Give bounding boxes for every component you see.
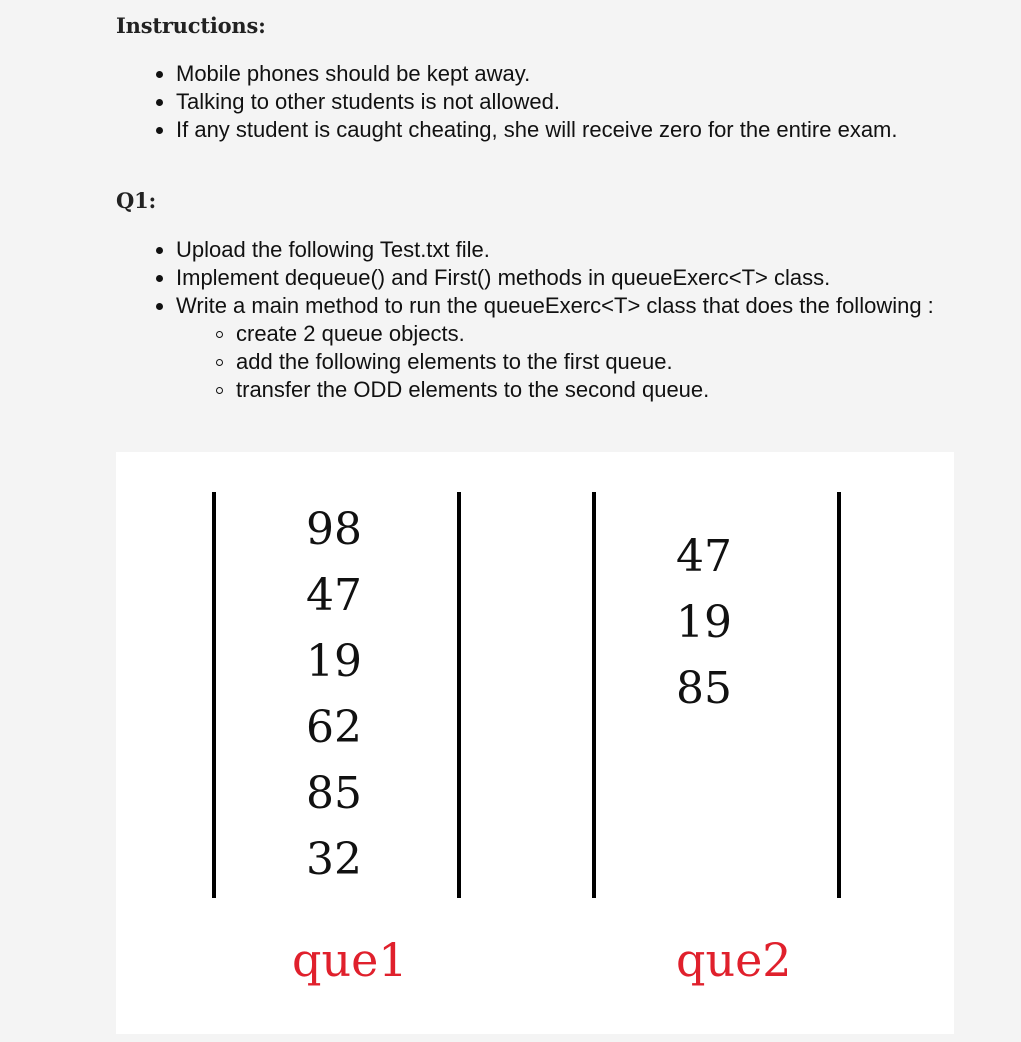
subtask-list (176, 320, 934, 404)
que1-values (306, 497, 362, 893)
que2-value: 85 (676, 663, 732, 714)
instruction-item: Talking to other students is not allowed. (176, 88, 898, 116)
instructions-heading: Instructions: (116, 13, 266, 38)
subtask-item: add the following elements to the first queue. (236, 348, 934, 376)
question-task-list (176, 236, 934, 404)
que1-value: 47 (306, 570, 362, 621)
que1-left-wall (212, 492, 216, 898)
que2-label: que2 (676, 933, 792, 987)
que2-values (676, 524, 732, 722)
task-item: Implement dequeue() and First() methods in queueExerc<T> class. (176, 264, 934, 292)
subtask-item: transfer the ODD elements to the second queue. (236, 376, 934, 404)
instructions-list (176, 60, 898, 144)
que1-value: 19 (306, 636, 362, 687)
que2-left-wall (592, 492, 596, 898)
question-heading: Q1: (116, 188, 157, 213)
que2-value: 47 (676, 531, 732, 582)
que2-value: 19 (676, 597, 732, 648)
instruction-item: Mobile phones should be kept away. (176, 60, 898, 88)
que1-value: 62 (306, 702, 362, 753)
task-item: Upload the following Test.txt file. (176, 236, 934, 264)
que1-label: que1 (292, 933, 408, 987)
task-item (176, 292, 934, 404)
queues-figure (116, 452, 954, 1034)
que1-value: 85 (306, 768, 362, 819)
que1-value: 98 (306, 504, 362, 555)
que1-value: 32 (306, 834, 362, 885)
instruction-item: If any student is caught cheating, she will receive zero for the entire exam. (176, 117, 898, 142)
task-item-text: Write a main method to run the queueExerc<T> class that does the following : (176, 293, 934, 318)
que1-right-wall (457, 492, 461, 898)
subtask-item: create 2 queue objects. (236, 320, 934, 348)
que2-right-wall (837, 492, 841, 898)
